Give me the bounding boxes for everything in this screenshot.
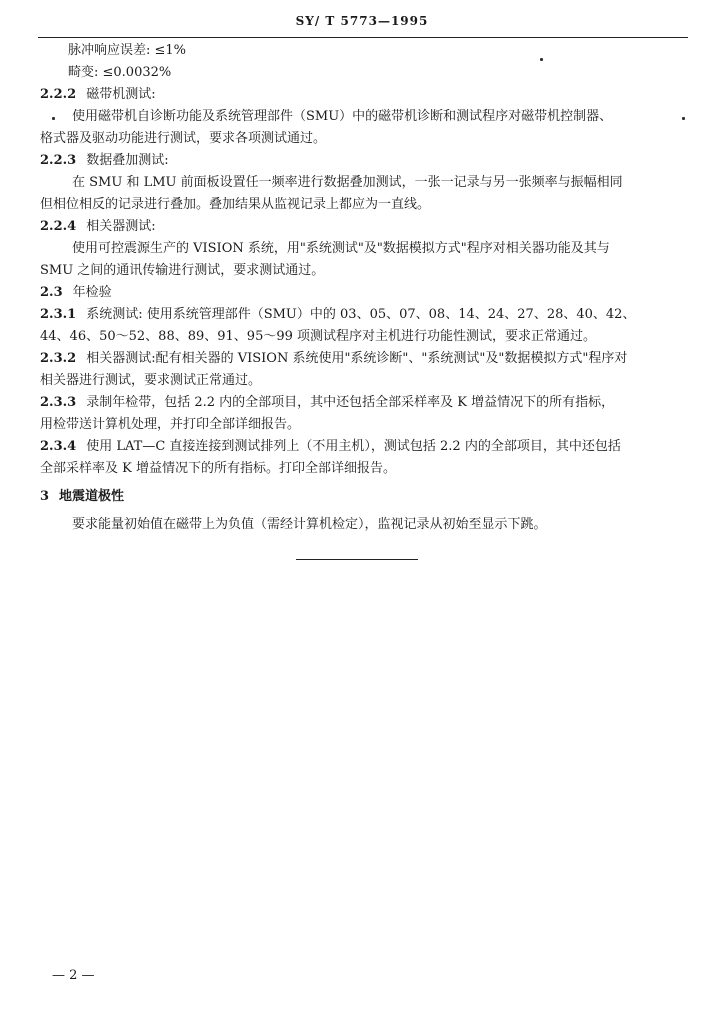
page-number: — 2 — [52,968,95,983]
paragraph-line: 44、46、50～52、88、89、91、95～99 项测试程序对主机进行功能性测试，要求正常通过。 [40,329,597,344]
section-number: 2.2.3 [40,153,77,168]
section-heading-2-3 [40,282,688,304]
paragraph-line: 使用磁带机自诊断功能及系统管理部件（SMU）中的磁带机诊断和测试程序对磁带机控制器、 [72,109,613,124]
paragraph-line: 要求能量初始值在磁带上为负值（需经计算机检定），监视记录从初始至显示下跳。 [72,517,547,532]
section-number: 2.2.2 [40,87,77,102]
section-heading-2-2-3 [40,150,688,172]
paragraph-text: 系统测试: 使用系统管理部件（SMU）中的 03、05、07、08、14、24、27、28、40、42、 [86,307,636,322]
end-rule [296,559,418,560]
section-2-3-2 [40,348,688,370]
paragraph-line: 全部采样率及 K 增益情况下的所有指标。打印全部详细报告。 [40,461,396,476]
paragraph-line: 畸变: ≤0.0032% [68,65,172,80]
section-heading-2-2-4 [40,216,688,238]
paragraph-line: SMU 之间的通讯传输进行测试，要求测试通过。 [40,263,325,278]
section-number: 3 [40,489,50,504]
scan-speck [682,117,685,120]
paragraph-text: 使用 LAT—C 直接连接到测试排列上（不用主机），测试包括 2.2 内的全部项目，其中还包括 [86,439,621,454]
section-title: 地震道极性 [59,489,125,504]
paragraph-line: 相关器进行测试，要求测试正常通过。 [40,373,262,388]
section-number: 2.3.2 [40,351,77,366]
section-title: 数据叠加测试: [86,153,169,168]
section-number: 2.3.1 [40,307,77,322]
section-number: 2.3 [40,285,63,300]
scan-speck [540,58,543,61]
document-header: SY/ T 5773—1995 [295,14,429,28]
section-number: 2.3.4 [40,439,77,454]
paragraph-line: 在 SMU 和 LMU 前面板设置任一频率进行数据叠加测试，一张一记录与另一张频率与振幅相同 [72,175,623,190]
header-rule [38,37,688,38]
section-2-3-4 [40,436,688,458]
paragraph-text: 相关器测试:配有相关器的 VISION 系统使用"系统诊断"、"系统测试"及"数据模拟方式"程序对 [86,351,628,366]
paragraph-line: 用检带送计算机处理，并打印全部详细报告。 [40,417,301,432]
paragraph-line: 使用可控震源生产的 VISION 系统，用"系统测试"及"数据模拟方式"程序对相关器功能及其与 [72,241,610,256]
paragraph-text: 录制年检带，包括 2.2 内的全部项目，其中还包括全部采样率及 K 增益情况下的所有指标， [86,395,615,410]
document-body [40,40,688,536]
scan-speck [52,117,55,120]
paragraph-line: 脉冲响应误差: ≤1% [68,43,187,58]
section-title: 年检验 [72,285,112,300]
section-2-3-3 [40,392,688,414]
section-number: 2.2.4 [40,219,77,234]
paragraph-line: 格式器及驱动功能进行测试，要求各项测试通过。 [40,131,327,146]
section-heading-2-2-2 [40,84,688,106]
section-2-3-1 [40,304,688,326]
paragraph-line: 但相位相反的记录进行叠加。叠加结果从监视记录上都应为一直线。 [40,197,431,212]
section-number: 2.3.3 [40,395,77,410]
section-title: 相关器测试: [86,219,156,234]
section-heading-3 [40,486,688,508]
section-title: 磁带机测试: [86,87,156,102]
